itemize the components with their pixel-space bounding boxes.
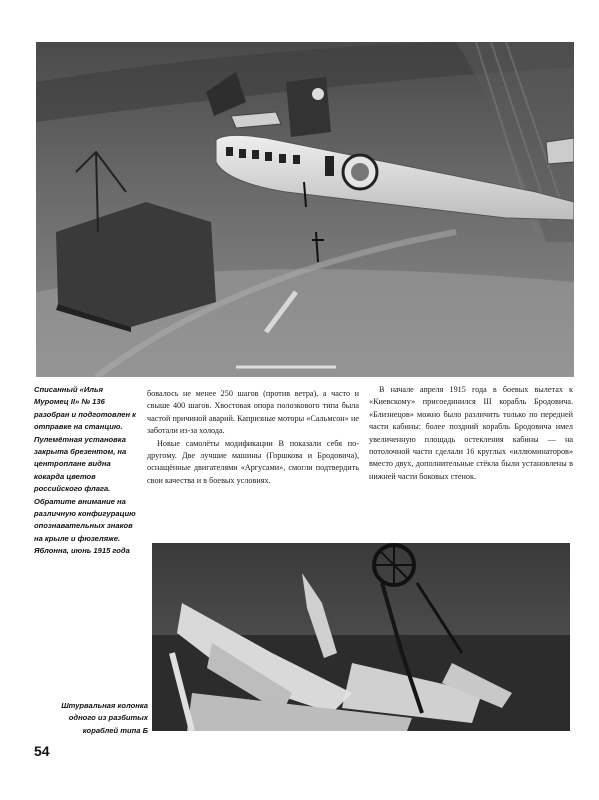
photo-caption-bottom: Штурвальная колонка одного из разбитых кораблей типа Б [61, 701, 148, 735]
article-paragraph: В начале апреля 1915 года в боевых вылетах к «Киевскому» присоединился III корабль Бродовича. «Близнецов» можно было различить только по передней части кабины: более поздний корабль Бродовича имел увеличенную площадь остекления кабины — на потолочной части сделали 16 круглых «иллюминаторов» вместо двух, дополнительные стёкла были установлены в нижней части боковых стенок. [369, 385, 573, 481]
article-paragraph: бовалось не менее 250 шагов (против ветра), а часто и свыше 400 шагов. Хвостовая опора полозкового типа была частой причиной аварий. Капризные моторы «Сальмсон» не заботали из-за холода. [147, 389, 359, 436]
article-paragraph: Новые самолёты модификации В показали себя по-другому. Две лучшие машины (Горшкова и Бродовича), оснащённые двигателями «Аргусами», смогли подтвердить свои качества и в боевых условиях. [147, 438, 359, 485]
photo-aircraft-disassembled [36, 42, 574, 377]
article-column-2 [369, 384, 573, 483]
photo-caption-top: Списанный «Илья Муромец II» № 136 разобран и подготовлен к отправке на станцию. Пулемётная установка закрыта брезентом, на центроплане видна кокарда цветов российского флага. Обратите внимание на различную конфигурацию опознавательных знаков на крыле и фюзеляже. Яблонна, июнь 1915 года [34, 385, 137, 556]
page-number: 54 [34, 743, 50, 759]
article-column-1 [147, 388, 359, 487]
photo-aircraft-disassembled-image [36, 42, 574, 377]
photo-control-column-wreck [152, 543, 570, 731]
photo-control-column-wreck-image [152, 543, 570, 731]
